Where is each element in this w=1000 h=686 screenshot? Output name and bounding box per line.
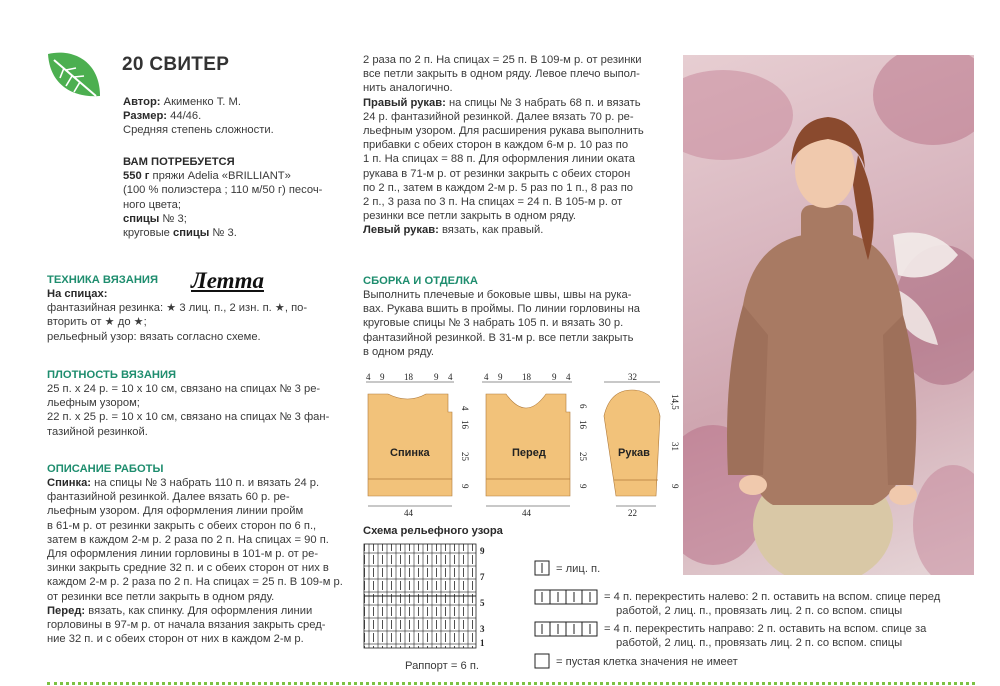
row-number: 9: [480, 546, 485, 556]
cross-left-symbol: [534, 589, 598, 605]
technique-block: ТЕХНИКА ВЯЗАНИЯ На спицах: фантазийная резинка: ★ 3 лиц. п., 2 изн. п. ★, по- вторить от ★ до ★; рельефный узор: вязать согласно схеме.: [47, 274, 308, 343]
svg-text:9: 9: [552, 372, 557, 382]
back-label: Спинка: [390, 447, 430, 459]
svg-text:44: 44: [404, 508, 413, 518]
legend-knit: = лиц. п.: [556, 563, 601, 575]
svg-text:32: 32: [628, 372, 637, 382]
svg-text:25: 25: [578, 452, 588, 461]
watermark-signature: Летта: [191, 268, 264, 293]
svg-text:18: 18: [404, 372, 413, 382]
svg-text:22: 22: [628, 508, 637, 518]
chart-title: Схема рельефного узора: [363, 525, 503, 537]
row-number: 1: [480, 638, 485, 648]
assembly-block: СБОРКА И ОТДЕЛКА Выполнить плечевые и боковые швы, швы на рука- вах. Рукава вшить в проймы. По линии горловины на круговые спицы № 3 набрать 105 п. и вязать 30 р. фантазийной резинкой. В 31-м р. все петли закрыть в одном ряду.: [363, 275, 641, 358]
svg-text:9: 9: [460, 484, 470, 489]
knit-stitch-symbol: [534, 560, 550, 576]
legend-cross-left: = 4 п. перекрестить налево: 2 п. оставить на вспом. спице перед работой, 2 лиц. п., провязать лиц. 2 п. со вспом. спицы: [604, 591, 941, 618]
row-number: 7: [480, 572, 485, 582]
svg-text:14,5: 14,5: [670, 394, 680, 410]
legend-empty: = пустая клетка значения не имеет: [556, 656, 738, 668]
svg-text:9: 9: [498, 372, 503, 382]
legend-cross-right: = 4 п. перекрестить направо: 2 п. оставить на вспом. спице за работой, 2 лиц. п., провязать лиц. 2 п. со вспом. спицы: [604, 623, 927, 650]
svg-text:16: 16: [460, 420, 470, 429]
row-number: 5: [480, 598, 485, 608]
front-piece: [482, 372, 588, 518]
cross-right-symbol: [534, 621, 598, 637]
row-number: 3: [480, 624, 485, 634]
density-block: ПЛОТНОСТЬ ВЯЗАНИЯ 25 п. х 24 р. = 10 х 10 см, связано на спицах № 3 ре- льефным узором; 22 п. х 25 р. = 10 х 10 см, связано на спицах № 3 фан- тазийной резинкой.: [47, 369, 330, 438]
svg-text:4: 4: [366, 372, 371, 382]
svg-text:9: 9: [578, 484, 588, 489]
repeat-label: Раппорт = 6 п.: [405, 660, 479, 672]
front-label: Перед: [512, 447, 546, 459]
svg-text:9: 9: [670, 484, 680, 489]
page-title: 20 СВИТЕР: [122, 54, 230, 75]
back-piece: [366, 372, 470, 518]
svg-text:9: 9: [380, 372, 385, 382]
sleeve-label: Рукав: [618, 447, 650, 459]
svg-text:16: 16: [578, 420, 588, 429]
svg-text:44: 44: [522, 508, 531, 518]
empty-cell-symbol: [534, 653, 550, 669]
pattern-meta: Автор: Акименко Т. М. Размер: 44/46. Средняя степень сложности.: [123, 96, 274, 137]
svg-text:9: 9: [434, 372, 439, 382]
materials-block: ВАМ ПОТРЕБУЕТСЯ 550 г пряжи Adelia «BRILLIANT» (100 % полиэстера ; 110 м/50 г) песоч- ного цвета; спицы № 3; круговые спицы № 3.: [123, 156, 323, 240]
sweater-photo: [683, 55, 974, 575]
knitting-chart: [360, 540, 500, 658]
svg-text:6: 6: [578, 404, 588, 409]
svg-text:31: 31: [670, 442, 680, 451]
sleeve-piece: [604, 372, 680, 518]
svg-text:4: 4: [448, 372, 453, 382]
pattern-diagrams: [360, 372, 690, 522]
svg-text:4: 4: [460, 406, 470, 411]
svg-text:4: 4: [566, 372, 571, 382]
description-block: ОПИСАНИЕ РАБОТЫ Спинка: на спицы № 3 набрать 110 п. и вязать 24 р. фантазийной резинкой. Далее вязать 60 р. ре- льефным узором. Для оформления линии пройм в 61-м р. от резинки закрыть с обеих сторон по 6 п., затем в каждом 2-м р. 2 раза по 2 п. На спицах = 90 п. Для оформления линии горловины в 101-м р. от ре- зинки закрыть средние 32 п. и с обеих сторон от них в каждом 2-м р. 2 раза по 2 п. На спицах = 25 п. В 109-м р. от резинки все петли закрыть в одном ряду. Перед: вязать, как спинку. Для оформления линии горловины в 97-м р. от начала вязания закрыть сред- ние 32 п. и с обеих сторон от них в каждом 2-м р.: [47, 463, 343, 646]
bottom-dotted-rule: [47, 682, 975, 685]
sleeve-instructions: 2 раза по 2 п. На спицах = 25 п. В 109-м р. от резинки все петли закрыть в одном ряду. Левое плечо выпол- нить аналогично. Правый рукав: на спицы № 3 набрать 68 п. и вязать 24 р. фантазийной резинкой. Далее вязать 70 р. ре- льефным узором. Для расширения рукава выполнить прибавки с обеих сторон в каждом 6-м р. 10 раз по 1 п. На спицах = 88 п. Для оформления линии оката рукава в 71-м р. от резинки закрыть с обеих сторон по 2 п., затем в каждом 2-м р. 5 раз по 1 п., 8 раз по 2 п., 3 раза по 3 п. На спицах = 24 п. В 105-м р. от резинки все петли закрыть в одном ряду. Левый рукав: вязать, как правый.: [363, 54, 644, 237]
svg-text:25: 25: [460, 452, 470, 461]
svg-text:18: 18: [522, 372, 531, 382]
svg-text:4: 4: [484, 372, 489, 382]
leaf-icon: [44, 46, 104, 106]
